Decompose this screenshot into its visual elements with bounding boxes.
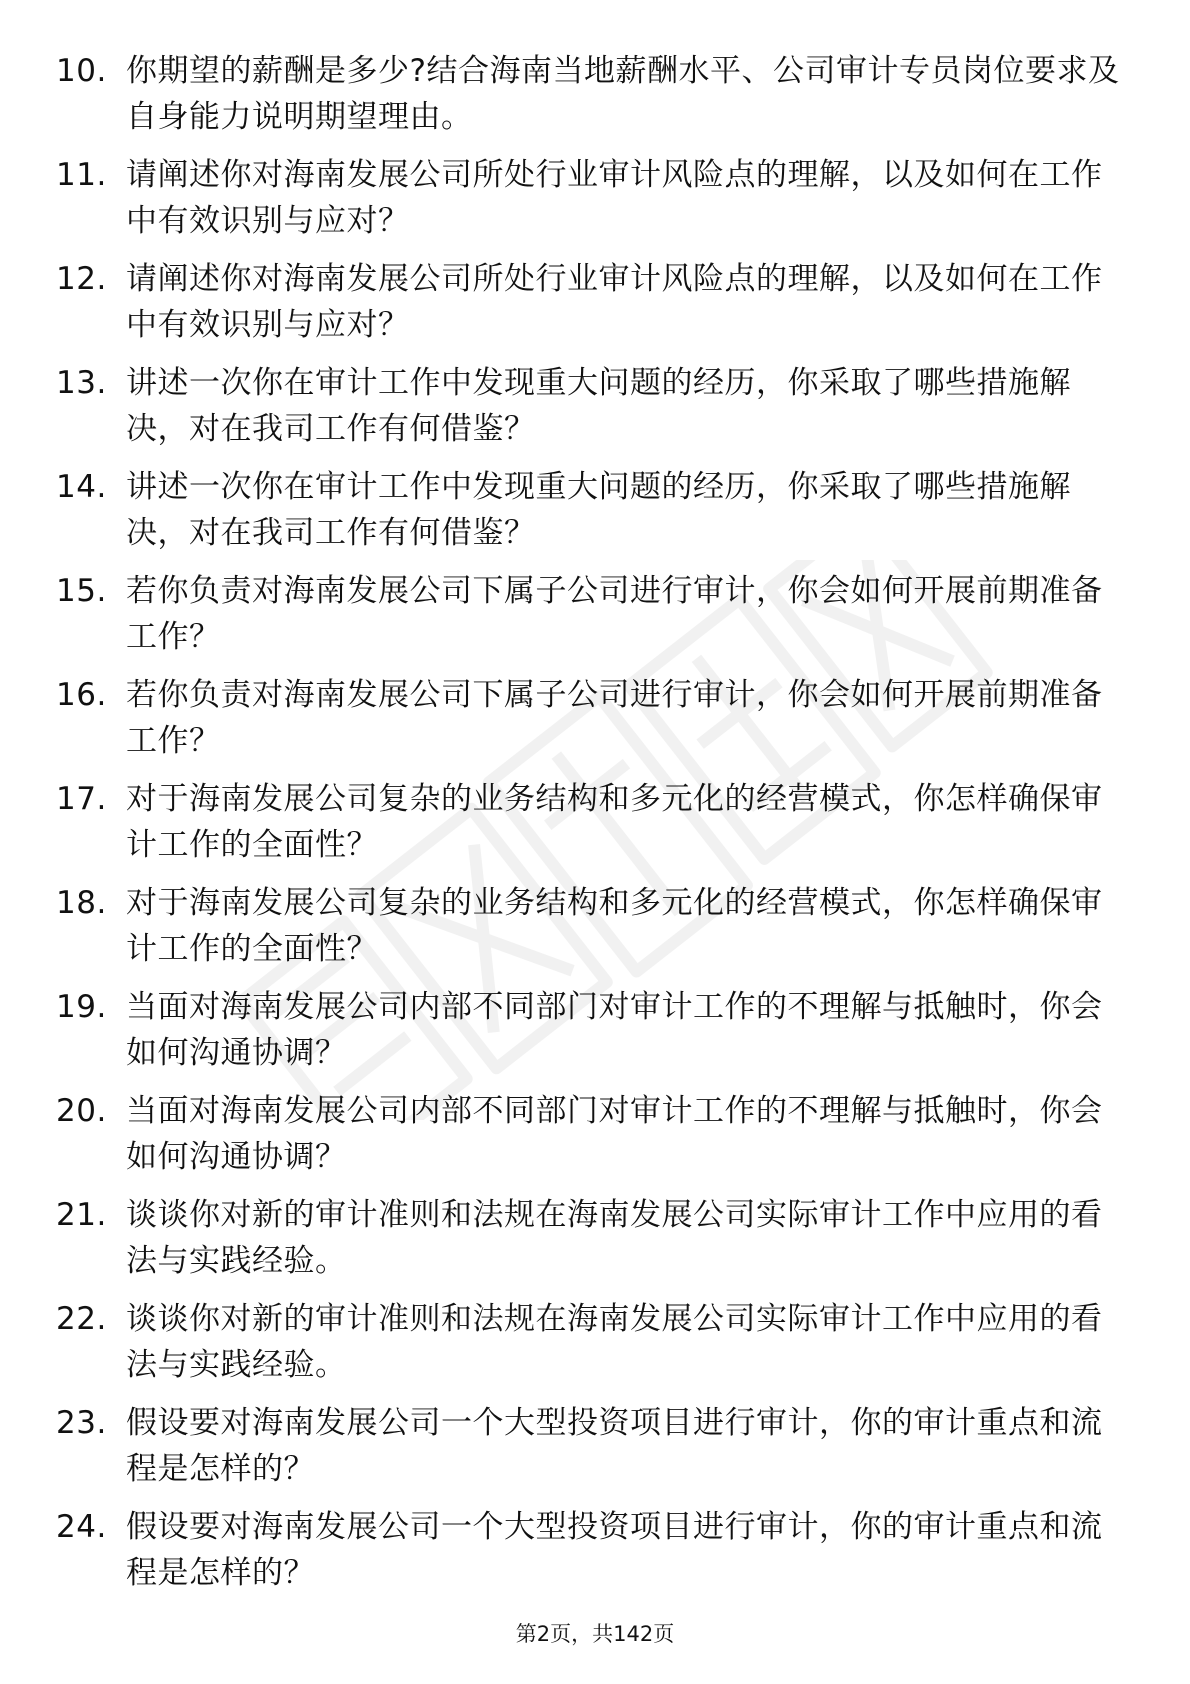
question-text: 讲述一次你在审计工作中发现重大问题的经历，你采取了哪些措施解决，对在我司工作有何借鉴？: [126, 469, 1071, 551]
question-number: 14.: [56, 469, 107, 505]
question-item: [56, 464, 1136, 568]
question-text: 请阐述你对海南发展公司所处行业审计风险点的理解，以及如何在工作中有效识别与应对？: [126, 157, 1103, 239]
question-number: 21.: [56, 1197, 107, 1233]
question-item: [56, 1504, 1136, 1608]
question-number: 19.: [56, 989, 107, 1025]
question-text: 你期望的薪酬是多少?结合海南当地薪酬水平、公司审计专员岗位要求及自身能力说明期望理由。: [126, 53, 1120, 135]
question-number: 22.: [56, 1301, 107, 1337]
page-number-footer: 第2页，共142页: [515, 1622, 675, 1646]
question-text: 讲述一次你在审计工作中发现重大问题的经历，你采取了哪些措施解决，对在我司工作有何借鉴？: [126, 365, 1071, 447]
question-text: 谈谈你对新的审计准则和法规在海南发展公司实际审计工作中应用的看法与实践经验。: [126, 1301, 1103, 1383]
question-number: 13.: [56, 365, 107, 401]
question-number: 16.: [56, 677, 107, 713]
question-number: 10.: [56, 53, 107, 89]
question-number: 12.: [56, 261, 107, 297]
question-number: 23.: [56, 1405, 107, 1441]
question-number: 18.: [56, 885, 107, 921]
question-text: 若你负责对海南发展公司下属子公司进行审计，你会如何开展前期准备工作？: [126, 573, 1103, 655]
question-text: 当面对海南发展公司内部不同部门对审计工作的不理解与抵触时，你会如何沟通协调？: [126, 1093, 1103, 1175]
question-item: [56, 48, 1136, 152]
question-list: [56, 48, 1136, 1608]
question-number: 15.: [56, 573, 107, 609]
question-item: [56, 1088, 1136, 1192]
question-item: [56, 1400, 1136, 1504]
question-number: 24.: [56, 1509, 107, 1545]
question-text: 请阐述你对海南发展公司所处行业审计风险点的理解，以及如何在工作中有效识别与应对？: [126, 261, 1103, 343]
question-text: 假设要对海南发展公司一个大型投资项目进行审计，你的审计重点和流程是怎样的？: [126, 1405, 1103, 1487]
question-number: 20.: [56, 1093, 107, 1129]
question-number: 17.: [56, 781, 107, 817]
question-item: [56, 776, 1136, 880]
question-item: [56, 984, 1136, 1088]
question-item: [56, 568, 1136, 672]
question-text: 当面对海南发展公司内部不同部门对审计工作的不理解与抵触时，你会如何沟通协调？: [126, 989, 1103, 1071]
question-item: [56, 880, 1136, 984]
question-item: [56, 152, 1136, 256]
question-text: 对于海南发展公司复杂的业务结构和多元化的经营模式，你怎样确保审计工作的全面性？: [126, 885, 1103, 967]
question-number: 11.: [56, 157, 107, 193]
question-text: 假设要对海南发展公司一个大型投资项目进行审计，你的审计重点和流程是怎样的？: [126, 1509, 1103, 1591]
question-item: [56, 1192, 1136, 1296]
question-text: 若你负责对海南发展公司下属子公司进行审计，你会如何开展前期准备工作？: [126, 677, 1103, 759]
question-item: [56, 360, 1136, 464]
question-item: [56, 1296, 1136, 1400]
question-item: [56, 672, 1136, 776]
question-text: 谈谈你对新的审计准则和法规在海南发展公司实际审计工作中应用的看法与实践经验。: [126, 1197, 1103, 1279]
question-text: 对于海南发展公司复杂的业务结构和多元化的经营模式，你怎样确保审计工作的全面性？: [126, 781, 1103, 863]
question-item: [56, 256, 1136, 360]
